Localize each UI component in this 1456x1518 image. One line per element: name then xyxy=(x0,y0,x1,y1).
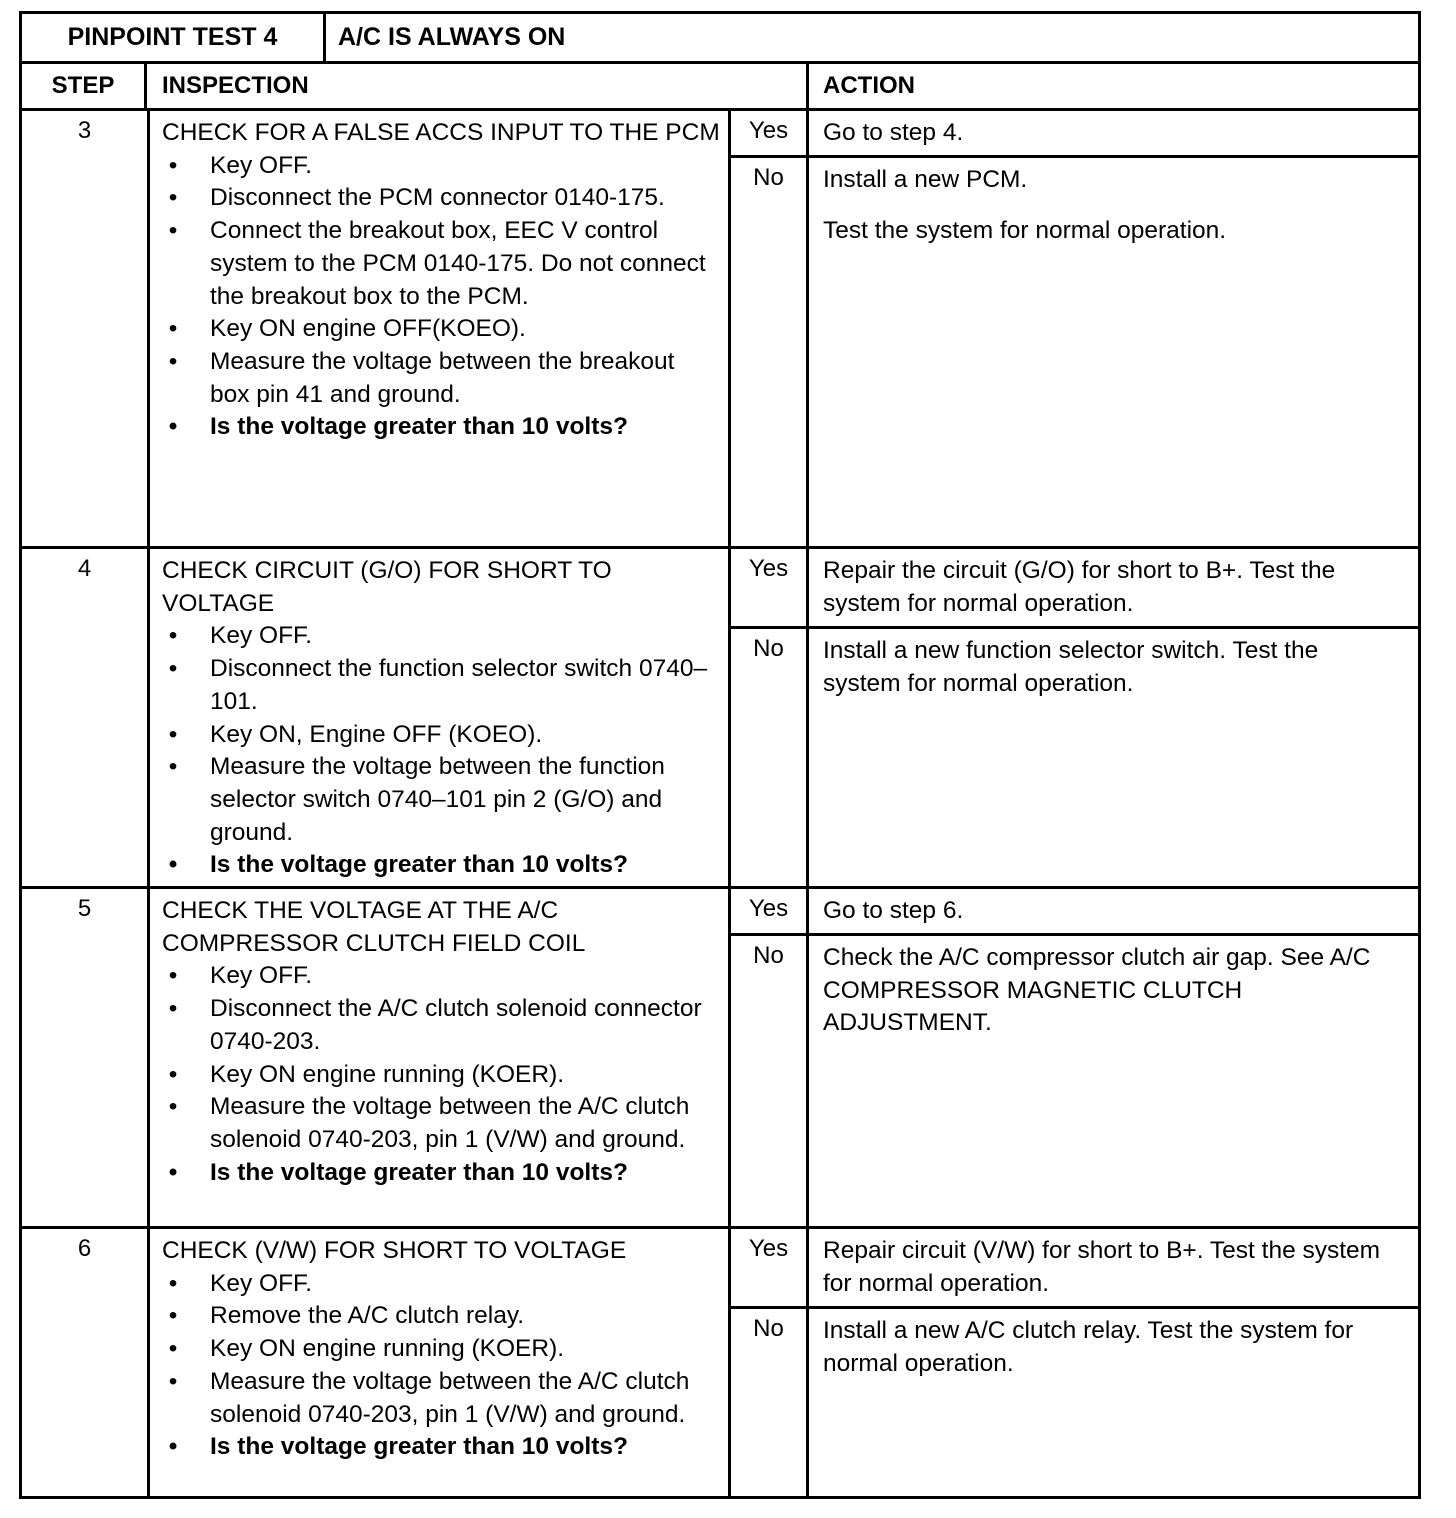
yes-no-divider xyxy=(731,155,806,158)
bullet-text: Remove the A/C clutch relay. xyxy=(210,1302,525,1330)
pinpoint-test-table xyxy=(19,11,1421,1499)
bullet-icon: • xyxy=(168,413,178,441)
bullet-icon: • xyxy=(168,1269,178,1297)
bullet-icon: • xyxy=(168,1335,178,1363)
step-row xyxy=(22,889,1418,1229)
yes-no-cell xyxy=(731,549,809,886)
inspection-bullet-list xyxy=(162,620,720,882)
inspection-bullet-list xyxy=(162,150,720,444)
inspection-bullet xyxy=(162,1366,720,1431)
step-number: 4 xyxy=(22,549,150,886)
action-cell xyxy=(809,111,1418,546)
action-column-header: ACTION xyxy=(823,72,915,99)
bullet-icon: • xyxy=(168,655,178,683)
inspection-bullet xyxy=(162,993,720,1058)
inspection-title: CHECK FOR A FALSE ACCS INPUT TO THE PCM xyxy=(162,119,720,146)
yes-no-divider xyxy=(731,1306,806,1309)
inspection-bullet xyxy=(162,150,720,183)
step-number: 3 xyxy=(22,111,150,546)
no-action-text: Install a new A/C clutch relay. Test the system for normal operation. xyxy=(823,1317,1354,1377)
bullet-text: Measure the voltage between the A/C clutch solenoid 0740-203, pin 1 (V/W) and ground. xyxy=(210,1093,690,1153)
yes-no-cell xyxy=(731,1229,809,1496)
bullet-text: Is the voltage greater than 10 volts? xyxy=(210,413,628,441)
inspection-question xyxy=(162,1431,720,1464)
bullet-text: Disconnect the PCM connector 0140-175. xyxy=(210,184,665,212)
action-divider xyxy=(809,933,1418,936)
action-divider xyxy=(809,1306,1418,1309)
bullet-text: Key OFF. xyxy=(210,622,313,650)
yes-action-text: Go to step 4. xyxy=(823,119,964,146)
bullet-text: Disconnect the A/C clutch solenoid connector 0740-203. xyxy=(210,995,702,1055)
bullet-icon: • xyxy=(168,1367,178,1395)
test-name: A/C IS ALWAYS ON xyxy=(338,23,566,51)
yes-action xyxy=(823,895,1402,928)
inspection-cell xyxy=(150,111,731,546)
step-number: 5 xyxy=(22,889,150,1226)
bullet-text: Key ON engine OFF(KOEO). xyxy=(210,315,526,343)
yes-label: Yes xyxy=(748,555,789,582)
bullet-text: Is the voltage greater than 10 volts? xyxy=(210,851,628,879)
inspection-question xyxy=(162,411,720,444)
no-action-text: Install a new PCM. xyxy=(823,166,1028,193)
bullet-icon: • xyxy=(168,851,178,879)
step-number: 6 xyxy=(22,1229,150,1496)
no-action xyxy=(823,164,1402,247)
no-label: No xyxy=(753,1315,784,1342)
bullet-text: Key ON, Engine OFF (KOEO). xyxy=(210,720,543,748)
inspection-bullet xyxy=(162,313,720,346)
inspection-column-header: INSPECTION xyxy=(150,64,809,108)
bullet-icon: • xyxy=(168,962,178,990)
action-cell xyxy=(809,1229,1418,1496)
bullet-icon: • xyxy=(168,151,178,179)
inspection-cell xyxy=(150,549,731,886)
bullet-icon: • xyxy=(168,1433,178,1461)
inspection-bullet xyxy=(162,1300,720,1333)
inspection-bullet xyxy=(162,960,720,993)
inspection-bullet xyxy=(162,215,720,313)
test-number: PINPOINT TEST 4 xyxy=(22,14,326,61)
yes-action-text: Go to step 6. xyxy=(823,897,964,924)
action-divider xyxy=(809,155,1418,158)
step-column-header: STEP xyxy=(22,64,147,108)
bullet-icon: • xyxy=(168,1060,178,1088)
column-header-row xyxy=(22,64,1418,111)
inspection-title: CHECK THE VOLTAGE AT THE A/C COMPRESSOR CLUTCH FIELD COIL xyxy=(162,897,586,957)
inspection-bullet xyxy=(162,653,720,718)
bullet-text: Measure the voltage between the A/C clutch solenoid 0740-203, pin 1 (V/W) and ground. xyxy=(210,1367,690,1428)
inspection-bullet xyxy=(162,751,720,849)
inspection-bullet xyxy=(162,1059,720,1092)
bullet-icon: • xyxy=(168,1158,178,1186)
yes-action-text: Repair the circuit (G/O) for short to B+. Test the system for normal operation. xyxy=(823,557,1336,617)
yes-no-divider xyxy=(731,626,806,629)
inspection-bullet xyxy=(162,719,720,752)
yes-label: Yes xyxy=(748,1235,789,1262)
bullet-text: Key ON engine running (KOER). xyxy=(210,1335,565,1363)
inspection-cell xyxy=(150,889,731,1226)
bullet-text: Measure the voltage between the breakout box pin 41 and ground. xyxy=(210,347,675,408)
inspection-bullet xyxy=(162,1091,720,1156)
yes-no-divider xyxy=(731,933,806,936)
no-action-text: Install a new function selector switch. Test the system for normal operation. xyxy=(823,637,1319,697)
bullet-icon: • xyxy=(168,315,178,343)
inspection-bullet xyxy=(162,1268,720,1301)
no-action xyxy=(823,1315,1402,1380)
no-action xyxy=(823,942,1402,1040)
bullet-text: Is the voltage greater than 10 volts? xyxy=(210,1158,628,1186)
bullet-icon: • xyxy=(168,753,178,781)
bullet-text: Disconnect the function selector switch 0740–101. xyxy=(210,655,708,715)
step-row xyxy=(22,549,1418,889)
yes-action xyxy=(823,555,1402,620)
no-action-text: Test the system for normal operation. xyxy=(823,216,1227,244)
no-action xyxy=(823,635,1402,700)
bullet-text: Key OFF. xyxy=(210,1269,313,1297)
inspection-bullet-list xyxy=(162,1268,720,1464)
yes-label: Yes xyxy=(748,895,789,922)
bullet-text: Is the voltage greater than 10 volts? xyxy=(210,1433,628,1461)
no-label: No xyxy=(753,635,784,662)
inspection-bullet xyxy=(162,1333,720,1366)
title-row xyxy=(22,14,1418,64)
action-cell xyxy=(809,889,1418,1226)
yes-no-cell xyxy=(731,111,809,546)
bullet-text: Key OFF. xyxy=(210,962,313,990)
inspection-bullet-list xyxy=(162,960,720,1189)
bullet-text: Connect the breakout box, EEC V control system to the PCM 0140-175. Do not connect the breakout box to the PCM. xyxy=(210,217,706,310)
no-label: No xyxy=(753,164,784,191)
inspection-bullet xyxy=(162,182,720,215)
action-cell xyxy=(809,549,1418,886)
bullet-icon: • xyxy=(168,995,178,1023)
no-label: No xyxy=(753,942,784,969)
yes-label: Yes xyxy=(748,117,789,144)
inspection-title: CHECK CIRCUIT (G/O) FOR SHORT TO VOLTAGE xyxy=(162,557,612,617)
yes-action xyxy=(823,117,1402,150)
bullet-icon: • xyxy=(168,347,178,375)
action-divider xyxy=(809,626,1418,629)
bullet-icon: • xyxy=(168,622,178,650)
bullet-icon: • xyxy=(168,1093,178,1121)
inspection-title: CHECK (V/W) FOR SHORT TO VOLTAGE xyxy=(162,1237,627,1264)
bullet-text: Key OFF. xyxy=(210,151,313,179)
inspection-question xyxy=(162,849,720,882)
inspection-bullet xyxy=(162,346,720,411)
yes-action xyxy=(823,1235,1402,1300)
bullet-icon: • xyxy=(168,720,178,748)
step-row xyxy=(22,1229,1418,1496)
step-row xyxy=(22,111,1418,549)
inspection-question xyxy=(162,1157,720,1190)
yes-action-text: Repair circuit (V/W) for short to B+. Test the system for normal operation. xyxy=(823,1237,1381,1297)
bullet-text: Key ON engine running (KOER). xyxy=(210,1060,565,1088)
yes-no-cell xyxy=(731,889,809,1226)
no-action-text: Check the A/C compressor clutch air gap. See A/C COMPRESSOR MAGNETIC CLUTCH ADJUSTMENT. xyxy=(823,944,1371,1037)
bullet-icon: • xyxy=(168,217,178,245)
bullet-text: Measure the voltage between the function selector switch 0740–101 pin 2 (G/O) and ground. xyxy=(210,753,665,846)
bullet-icon: • xyxy=(168,184,178,212)
inspection-cell xyxy=(150,1229,731,1496)
bullet-icon: • xyxy=(168,1302,178,1330)
inspection-bullet xyxy=(162,620,720,653)
